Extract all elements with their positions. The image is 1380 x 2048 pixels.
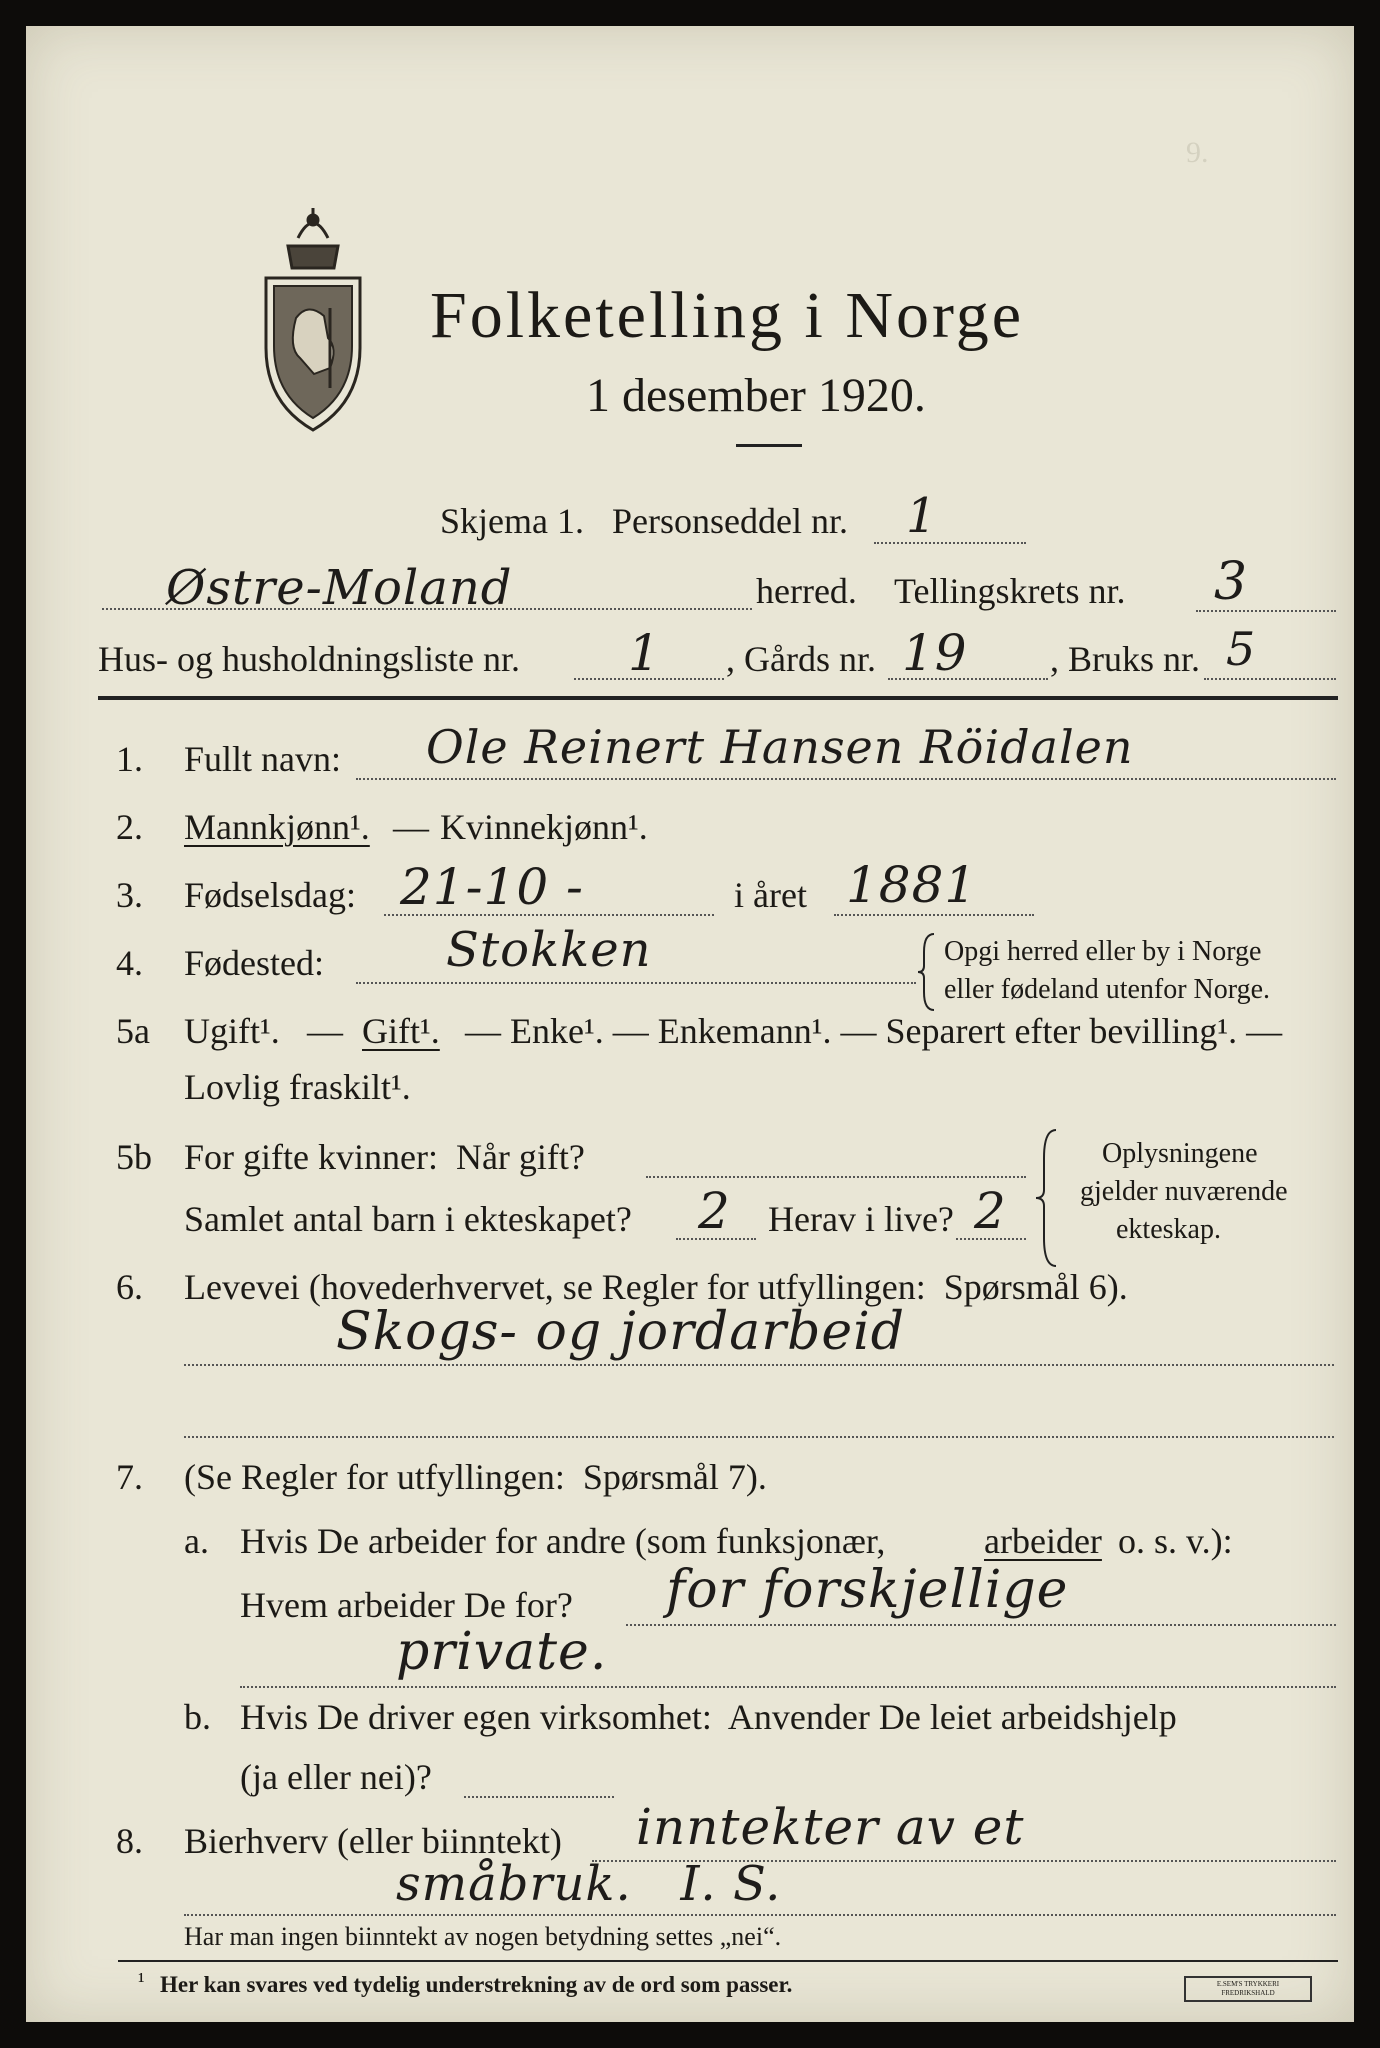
occupation-value: Skogs- og jordarbeid bbox=[336, 1302, 906, 1362]
alive-label: Herav i live? bbox=[768, 1199, 954, 1239]
q5b-label: For gifte kvinner: Når gift? bbox=[184, 1137, 585, 1177]
q7-label: (Se Regler for utfyllingen: Spørsmål 7). bbox=[184, 1457, 767, 1497]
mannkjonn-option: Mannkjønn¹. bbox=[184, 807, 370, 847]
q3-number: 3. bbox=[116, 875, 143, 915]
q7b-letter: b. bbox=[184, 1697, 211, 1737]
q2-separator: — bbox=[384, 807, 438, 847]
birthdate-value: 21-10 - bbox=[400, 858, 584, 916]
year-dotted-line bbox=[834, 914, 1034, 916]
bruks-label: , Bruks nr. bbox=[1050, 639, 1201, 679]
q5b-number: 5b bbox=[116, 1137, 152, 1177]
personseddel-value: 1 bbox=[906, 488, 938, 544]
q3-label: Fødselsdag: bbox=[184, 875, 357, 915]
q5b-note-line2: gjelder nuværende bbox=[1080, 1176, 1288, 1207]
gards-value: 19 bbox=[902, 624, 968, 682]
q5a-number: 5a bbox=[116, 1011, 150, 1051]
bruks-value: 5 bbox=[1226, 622, 1257, 676]
birth-year-value: 1881 bbox=[846, 856, 978, 914]
title-rule bbox=[736, 444, 802, 447]
printer-mark: E.SEM'S TRYKKERI FREDRIKSHALD bbox=[1184, 1976, 1312, 2002]
q7b-text2: (ja eller nei)? bbox=[240, 1757, 432, 1797]
q6-dotted-line-2 bbox=[184, 1436, 1334, 1438]
section-divider bbox=[98, 696, 1338, 700]
form-date: 1 desember 1920. bbox=[586, 369, 926, 422]
q4-brace-icon bbox=[918, 932, 938, 1012]
q5b-brace-icon bbox=[1036, 1128, 1060, 1268]
footnote-text: Her kan svares ved tydelig understrekning av de ord som passer. bbox=[160, 1972, 793, 1997]
q7a-dotted-line-1 bbox=[626, 1624, 1336, 1626]
children-label: Samlet antal barn i ekteskapet? bbox=[184, 1199, 632, 1239]
full-name-value: Ole Reinert Hansen Röidalen bbox=[426, 720, 1134, 774]
husliste-value: 1 bbox=[628, 624, 661, 682]
footer-rule bbox=[118, 1960, 1338, 1962]
employer-value-line2: private. bbox=[396, 1622, 608, 1682]
lovlig-fraskilt-option: Lovlig fraskilt¹. bbox=[184, 1067, 411, 1107]
children-value: 2 bbox=[698, 1182, 731, 1240]
q2-number: 2. bbox=[116, 807, 143, 847]
bleed-through-text: 9. bbox=[1186, 136, 1209, 169]
q1-number: 1. bbox=[116, 739, 143, 779]
q5a-separator: — bbox=[298, 1011, 352, 1051]
form-title: Folketelling i Norge bbox=[430, 279, 1025, 352]
q6-dotted-line-1 bbox=[184, 1364, 1334, 1366]
birthplace-value: Stokken bbox=[446, 922, 652, 978]
husliste-label: Hus- og husholdningsliste nr. bbox=[98, 639, 521, 679]
q8-number: 8. bbox=[116, 1821, 143, 1861]
q7a-letter: a. bbox=[184, 1521, 209, 1561]
bruks-dotted-line bbox=[1204, 678, 1336, 680]
q7b-dotted-line bbox=[464, 1796, 614, 1798]
q4-label: Fødested: bbox=[184, 943, 324, 983]
coat-of-arms-icon bbox=[258, 198, 368, 438]
q6-number: 6. bbox=[116, 1267, 143, 1307]
herred-label: herred. bbox=[756, 571, 857, 611]
tellingskrets-value: 3 bbox=[1214, 552, 1249, 612]
q7a-text: Hvis De arbeider for andre (som funksjonær, bbox=[240, 1521, 886, 1561]
footnote-marker: ¹ bbox=[138, 1968, 145, 1993]
alive-value: 2 bbox=[974, 1182, 1007, 1240]
side-income-value-line1: inntekter av et bbox=[636, 1798, 1025, 1856]
q7a-text-end: o. s. v.): bbox=[1118, 1521, 1233, 1561]
personseddel-label: Personseddel nr. bbox=[612, 501, 848, 541]
q7a-question: Hvem arbeider De for? bbox=[240, 1585, 573, 1625]
q7-number: 7. bbox=[116, 1457, 143, 1497]
q4-number: 4. bbox=[116, 943, 143, 983]
q1-label: Fullt navn: bbox=[184, 739, 342, 779]
q8-label: Bierhverv (eller biinntekt) bbox=[184, 1821, 562, 1861]
q4-dotted-line bbox=[356, 982, 916, 984]
personseddel-dotted-line bbox=[874, 542, 1026, 544]
q8-dotted-line-2 bbox=[184, 1914, 1336, 1916]
q5b-note-line3: ekteskap. bbox=[1116, 1214, 1221, 1245]
when-married-dotted-line bbox=[646, 1176, 1026, 1178]
q4-note-line1: Opgi herred eller by i Norge bbox=[944, 936, 1262, 967]
q7a-dotted-line-2 bbox=[240, 1686, 1336, 1688]
skjema-label: Skjema 1. bbox=[440, 501, 584, 541]
q4-note-line2: eller fødeland utenfor Norge. bbox=[944, 974, 1271, 1005]
q5b-note-line1: Oplysningene bbox=[1102, 1138, 1258, 1169]
q1-dotted-line bbox=[356, 778, 1336, 780]
side-income-value-line2: småbruk. I. S. bbox=[396, 1856, 782, 1912]
kvinnekjonn-option: Kvinnekjønn¹. bbox=[440, 807, 648, 847]
gift-option: Gift¹. bbox=[362, 1011, 440, 1051]
year-label: i året bbox=[734, 875, 807, 915]
footer-note: Har man ingen biinntekt av nogen betydning settes „nei“. bbox=[184, 1922, 782, 1951]
gards-label: , Gårds nr. bbox=[726, 639, 876, 679]
employer-value-line1: for forskjellige bbox=[666, 1560, 1069, 1620]
q7b-text: Hvis De driver egen virksomhet: Anvender De leiet arbeidshjelp bbox=[240, 1697, 1177, 1737]
tellingskrets-label: Tellingskrets nr. bbox=[894, 571, 1126, 611]
ugift-option: Ugift¹. bbox=[184, 1011, 280, 1051]
arbeider-option: arbeider bbox=[984, 1521, 1102, 1561]
q5a-other-options: — Enke¹. — Enkemann¹. — Separert efter bevilling¹. — bbox=[456, 1011, 1283, 1051]
herred-value: Østre-Moland bbox=[166, 560, 513, 616]
q6-label: Levevei (hovederhvervet, se Regler for utfyllingen: Spørsmål 6). bbox=[184, 1267, 1128, 1307]
census-form-page bbox=[26, 26, 1354, 2022]
